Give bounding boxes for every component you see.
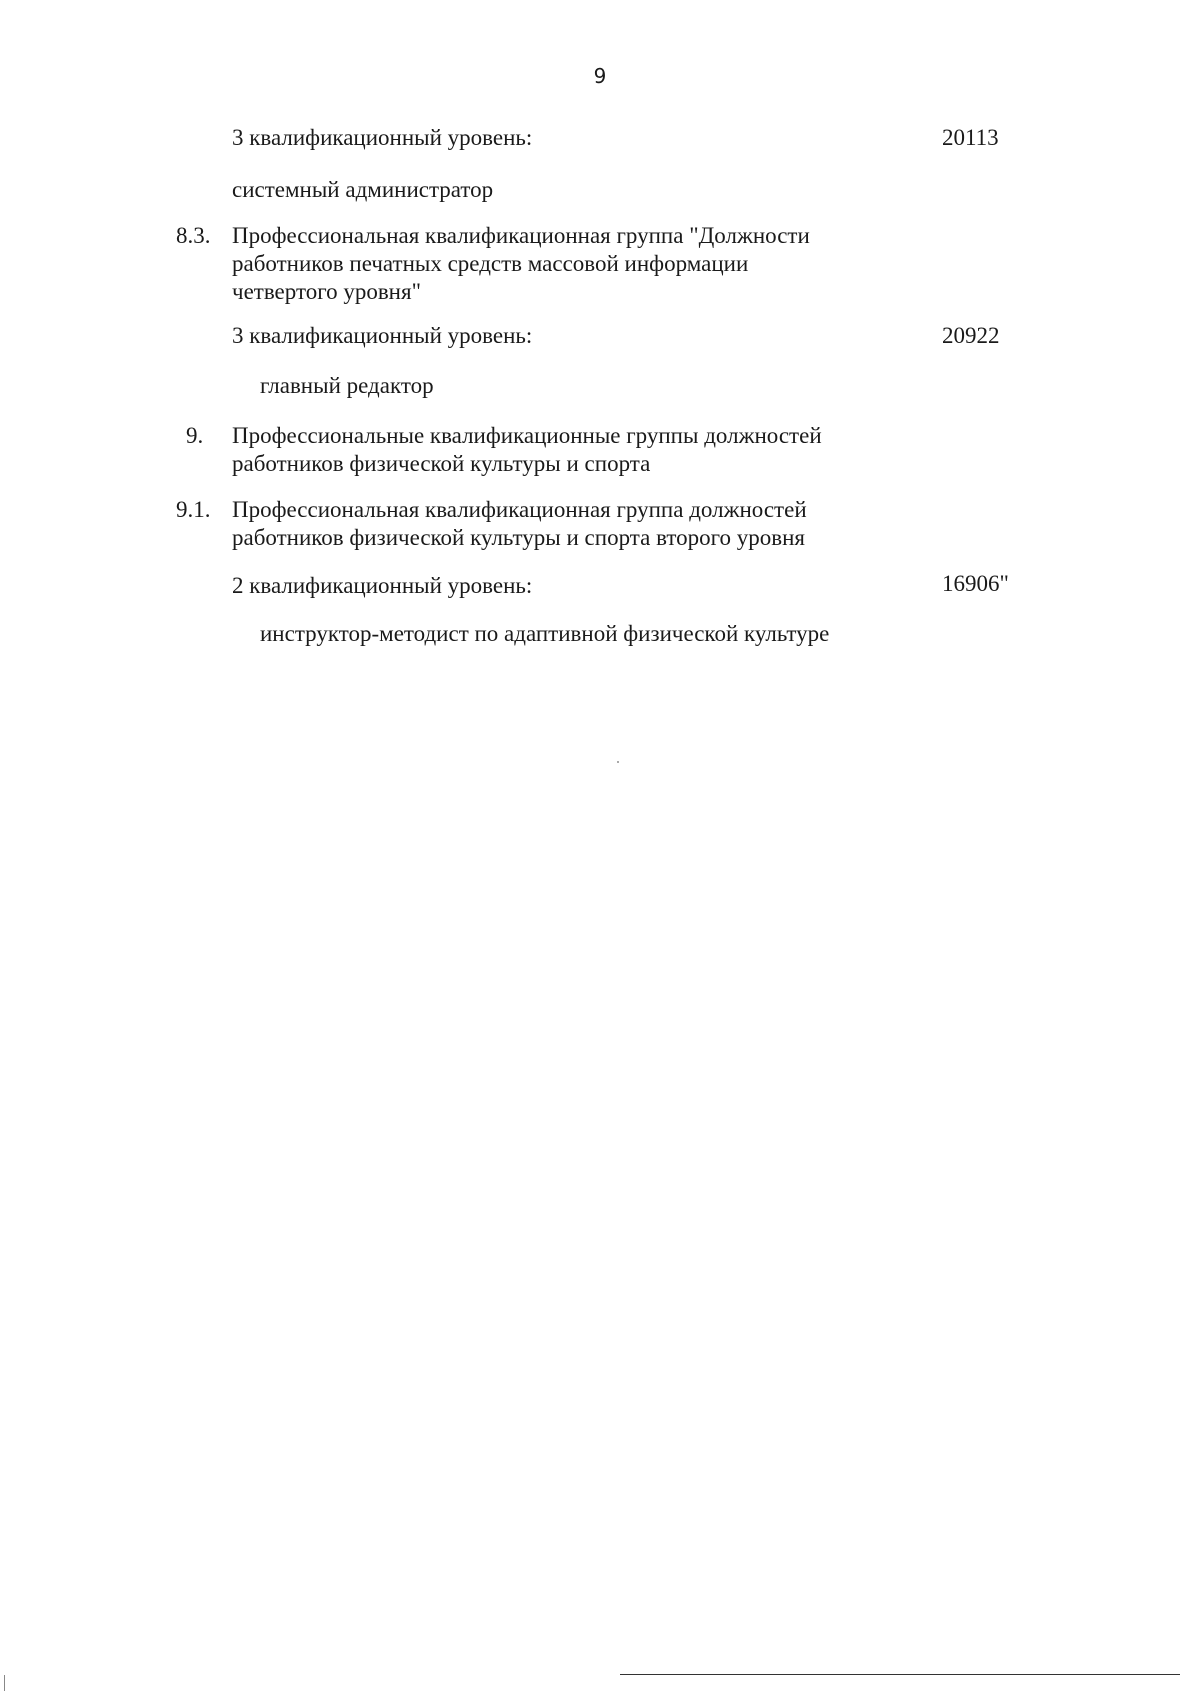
position-title: системный администратор — [232, 177, 494, 202]
section-number: 8.3. — [176, 223, 211, 248]
section-number: 9. — [186, 423, 204, 448]
scan-speck — [617, 761, 619, 763]
position-title: главный редактор — [260, 373, 434, 398]
section-heading — [232, 222, 872, 306]
qualification-level-label: 2 квалификационный уровень: — [232, 573, 533, 598]
section-heading-line: Профессиональная квалификационная группа должностей — [232, 497, 807, 522]
section-heading — [232, 496, 872, 552]
section-heading — [232, 422, 872, 478]
footer-rule — [620, 1674, 1180, 1675]
qualification-level-label: 3 квалификационный уровень: — [232, 323, 533, 348]
section-heading-line: Профессиональные квалификационные группы должностей — [232, 423, 822, 448]
section-heading-line: работников печатных средств массовой информации — [232, 251, 749, 276]
section-number: 9.1. — [176, 497, 211, 522]
section-heading-line: четвертого уровня" — [232, 279, 421, 304]
salary-amount: 16906" — [942, 571, 1009, 596]
qualification-level-label: 3 квалификационный уровень: — [232, 125, 533, 150]
section-heading-line: Профессиональная квалификационная группа "Должности — [232, 223, 810, 248]
section-heading-line: работников физической культуры и спорта второго уровня — [232, 525, 805, 550]
salary-amount: 20113 — [942, 125, 999, 150]
section-heading-line: работников физической культуры и спорта — [232, 451, 651, 476]
page-number: 9 — [593, 64, 607, 88]
salary-amount: 20922 — [942, 323, 1000, 348]
position-title: инструктор-методист по адаптивной физической культуре — [260, 621, 830, 646]
scan-edge-mark — [4, 1675, 5, 1691]
